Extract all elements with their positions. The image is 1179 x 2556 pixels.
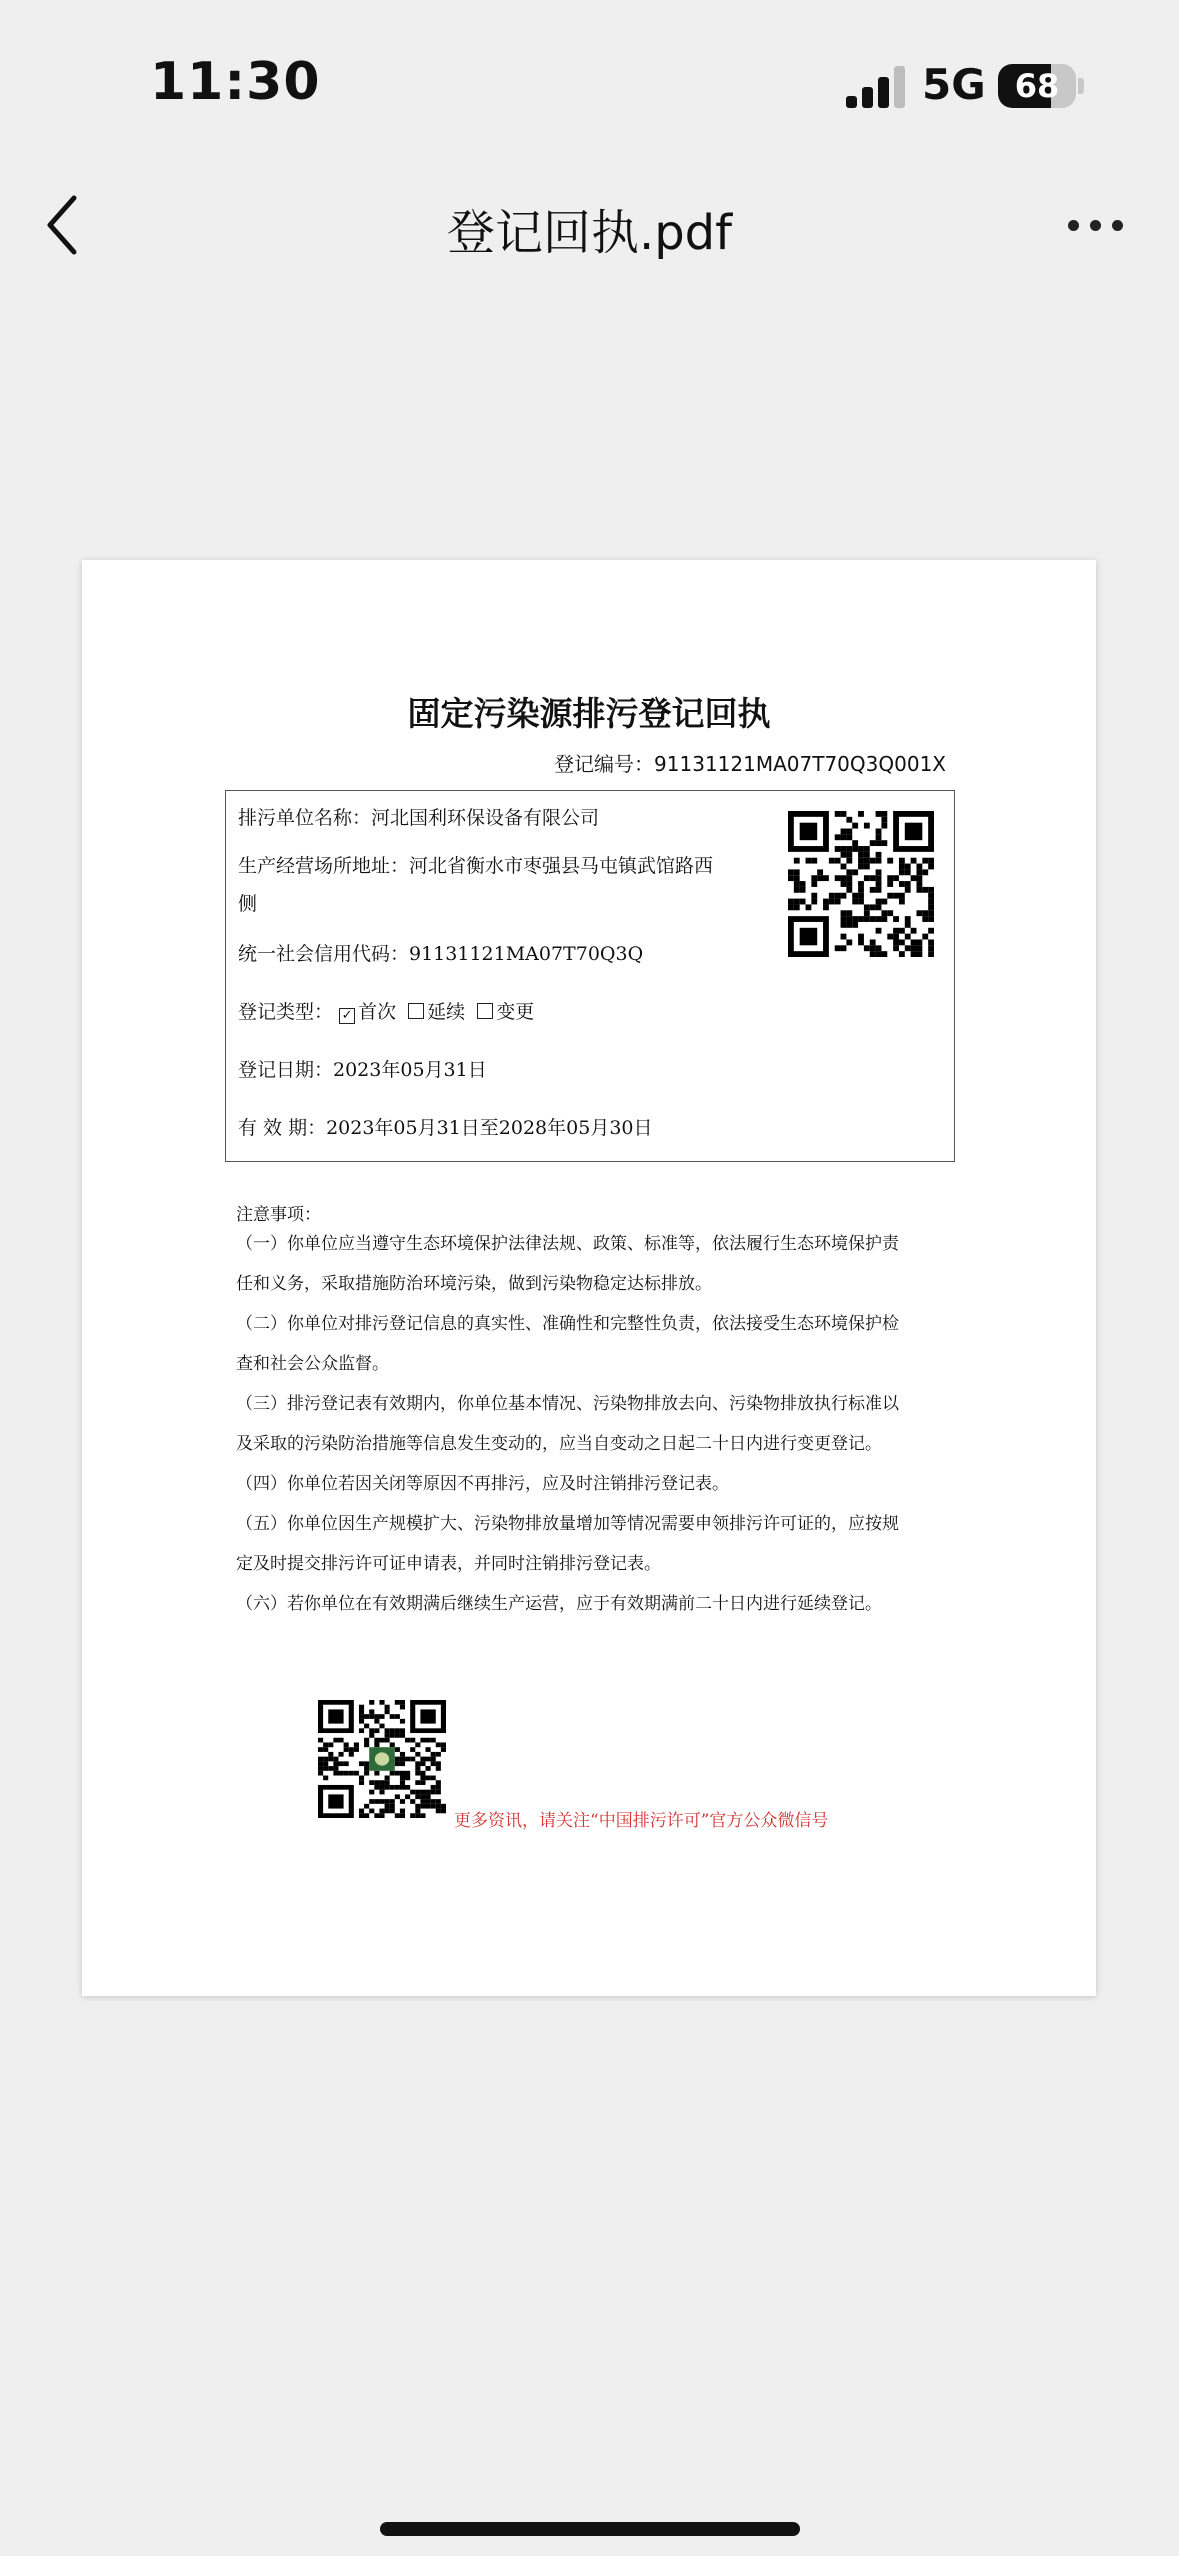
home-indicator[interactable] — [380, 2522, 800, 2536]
note-line: 定及时提交排污许可证申请表，并同时注销排污登记表。 — [236, 1554, 661, 1574]
registration-info-box — [225, 790, 955, 1162]
reg-type-renewal: 延续 — [427, 1001, 466, 1023]
status-time: 11:30 — [150, 52, 321, 112]
note-line: 及采取的污染防治措施等信息发生变动的，应当自变动之日起二十日内进行变更登记。 — [236, 1434, 882, 1454]
reg-type-change: 变更 — [496, 1001, 535, 1023]
notes-title: 注意事项： — [236, 1205, 321, 1225]
note-line: 查和社会公众监督。 — [236, 1354, 389, 1374]
note-line: 任和义务，采取措施防治环境污染，做到污染物稳定达标排放。 — [236, 1274, 712, 1294]
valid-period: 有 效 期：2023年05月31日至2028年05月30日 — [238, 1117, 653, 1139]
pdf-page[interactable] — [82, 560, 1096, 1996]
footer-note: 更多资讯，请关注“中国排污许可”官方公众微信号 — [454, 1811, 829, 1831]
registration-number: 登记编号：91131121MA07T70Q3Q001X — [554, 752, 946, 776]
address-line-2: 侧 — [238, 893, 258, 915]
registration-date: 登记日期：2023年05月31日 — [238, 1059, 487, 1081]
note-line: （二）你单位对排污登记信息的真实性、准确性和完整性负责，依法接受生态环境保护检 — [236, 1314, 899, 1334]
unit-name: 排污单位名称：河北国利环保设备有限公司 — [238, 807, 600, 829]
checkbox-empty-icon — [477, 1003, 493, 1019]
battery-level: 68 — [1014, 67, 1060, 105]
network-type: 5G — [922, 60, 986, 109]
note-line: （五）你单位因生产规模扩大、污染物排放量增加等情况需要申领排污许可证的，应按规 — [236, 1514, 899, 1534]
note-line: （六）若你单位在有效期满后继续生产运营，应于有效期满前二十日内进行延续登记。 — [236, 1594, 882, 1614]
address-line-1: 生产经营场所地址：河北省衡水市枣强县马屯镇武馆路西 — [238, 855, 714, 877]
reg-type-first: 首次 — [358, 1001, 397, 1023]
signal-icon — [846, 66, 906, 108]
credit-code: 统一社会信用代码：91131121MA07T70Q3Q — [238, 943, 644, 965]
battery-tip — [1078, 78, 1084, 94]
battery-icon — [998, 64, 1076, 108]
more-options-icon[interactable] — [1068, 220, 1128, 234]
checkbox-checked-icon: ✓ — [339, 1008, 355, 1024]
note-line: （一）你单位应当遵守生态环境保护法律法规、政策、标准等，依法履行生态环境保护责 — [236, 1234, 899, 1254]
note-line: （四）你单位若因关闭等原因不再排污，应及时注销排污登记表。 — [236, 1474, 729, 1494]
document-title: 登记回执.pdf — [446, 205, 733, 261]
note-line: （三）排污登记表有效期内，你单位基本情况、污染物排放去向、污染物排放执行标准以 — [236, 1394, 899, 1414]
receipt-title: 固定污染源排污登记回执 — [407, 694, 771, 733]
registration-type — [238, 995, 534, 1029]
wechat-qr-code-icon — [318, 1700, 446, 1818]
reg-type-label: 登记类型： — [238, 1001, 334, 1023]
checkbox-empty-icon — [408, 1003, 424, 1019]
qr-code-icon — [788, 811, 934, 957]
